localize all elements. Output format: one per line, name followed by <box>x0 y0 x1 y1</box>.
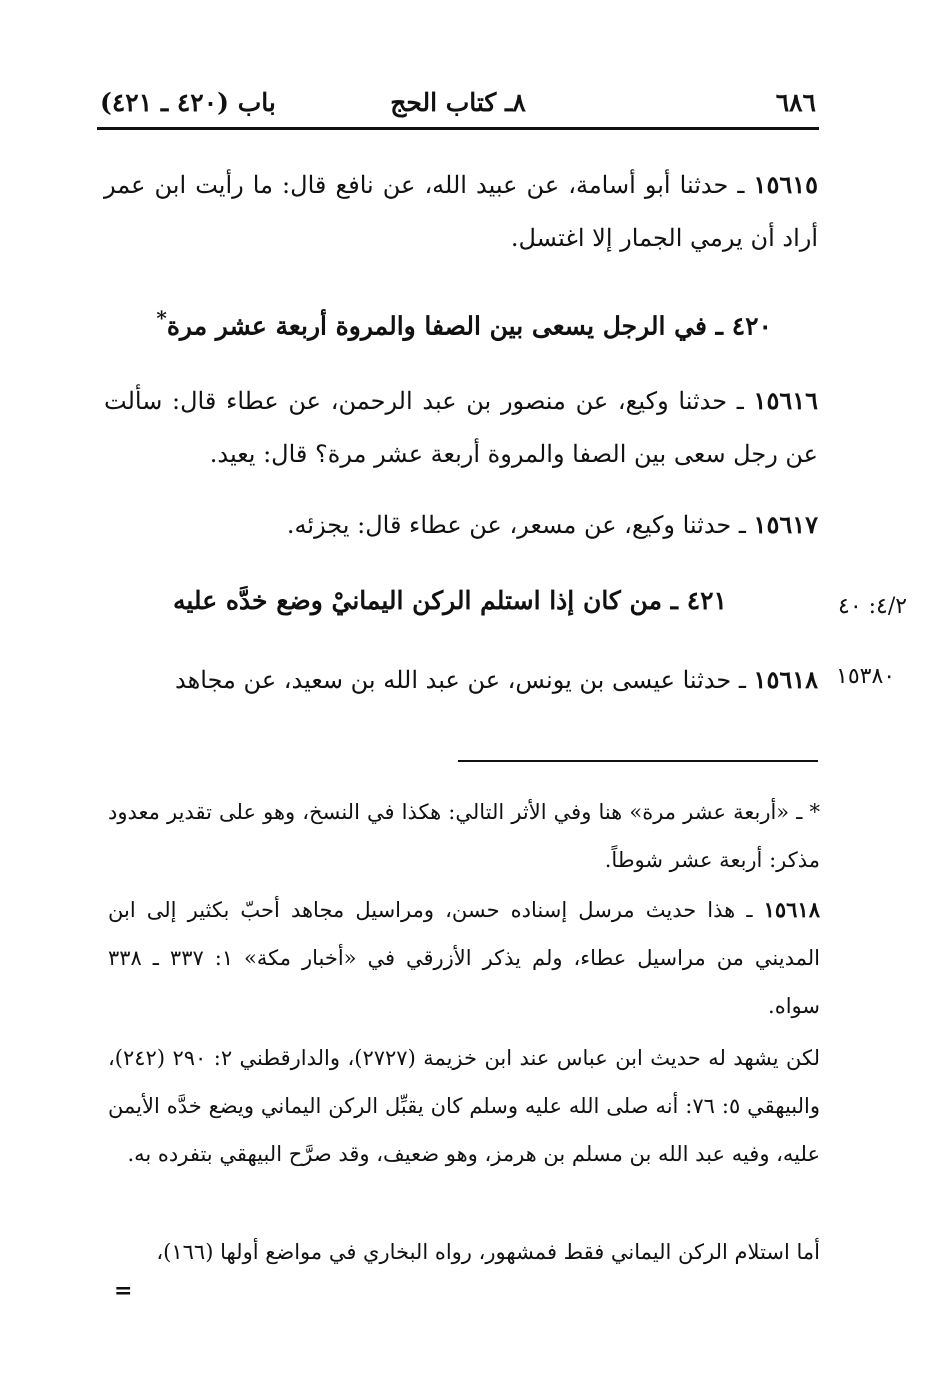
footnote-15618 <box>108 886 820 1030</box>
hadith-number: ١٥٦١٥ <box>753 170 818 199</box>
footnote-number: ١٥٦١٨ <box>763 897 820 922</box>
chapter-range: باب (٤٢٠ ـ ٤٢١) <box>100 88 276 117</box>
footnote-divider <box>458 760 818 762</box>
footnote-text: ـ هذا حديث مرسل إسناده حسن، ومراسيل مجاهد أحبّ بكثير إلى ابن المديني من مراسيل عطاء، ولم يذكر الأزرقي في «أخبار مكة» ١: ٣٣٧ ـ ٣٣٨ سواه. <box>108 898 820 1018</box>
hadith-15617 <box>104 498 818 552</box>
running-header <box>100 88 816 128</box>
hadith-text: ـ حدثنا وكيع، عن مسعر، عن عطاء قال: يجزئه. <box>286 511 754 539</box>
hadith-number: ١٥٦١٦ <box>753 386 818 415</box>
hadith-text: ـ حدثنا أبو أسامة، عن عبيد الله، عن نافع قال: ما رأيت ابن عمر أراد أن يرمي الجمار إلا اغتسل. <box>104 171 818 252</box>
hadith-text: ـ حدثنا وكيع، عن منصور بن عبد الرحمن، عن عطاء قال: سألت عن رجل سعى بين الصفا والمروة أربعة عشر مرة؟ قال: يعيد. <box>104 387 818 468</box>
margin-reference: ٤/٢: ٤٠ <box>838 594 908 619</box>
chapter-title: ٤٢٠ ـ في الرجل يسعى بين الصفا والمروة أربعة عشر مرة <box>166 311 772 341</box>
continuation-mark: = <box>114 1278 133 1304</box>
footnote-star: * ـ «أربعة عشر مرة» هنا وفي الأثر التالي: هكذا في النسخ، وهو على تقدير معدود مذكر: أربعة عشر شوطاً. <box>108 800 820 872</box>
hadith-15615 <box>104 158 818 265</box>
hadith-number: ١٥٦١٨ <box>753 665 818 694</box>
hadith-number: ١٥٦١٧ <box>753 510 818 539</box>
page-number: ٦٨٦ <box>775 88 816 117</box>
chapter-420-heading <box>156 306 772 340</box>
hadith-15616 <box>104 374 818 481</box>
footnote-marker: * <box>156 306 167 330</box>
hadith-15618 <box>104 653 818 707</box>
header-divider <box>97 127 819 130</box>
cross-reference-number: ١٥٣٨٠ <box>836 664 896 689</box>
book-title: ٨ـ كتاب الحج <box>390 88 526 117</box>
chapter-421-heading: ٤٢١ ـ من كان إذا استلم الركن اليمانيْ وضع خدَّه عليه <box>172 586 727 615</box>
footnote-istilam: أما استلام الركن اليماني فقط فمشهور، رواه البخاري في مواضع أولها (١٦٦)، <box>156 1240 820 1264</box>
footnote-witness: لكن يشهد له حديث ابن عباس عند ابن خزيمة (٢٧٢٧)، والدارقطني ٢: ٢٩٠ (٢٤٢)، والبيهقي ٥: ٧٦: أنه صلى الله عليه وسلم كان يقبِّل الركن اليماني ويضع خدَّه الأيمن عليه، وفيه عبد الله بن مسلم بن هرمز، وهو ضعيف، وقد صرَّح البيهقي بتفرده به. <box>108 1046 821 1166</box>
hadith-text: ـ حدثنا عيسى بن يونس، عن عبد الله بن سعيد، عن مجاهد <box>175 666 754 694</box>
